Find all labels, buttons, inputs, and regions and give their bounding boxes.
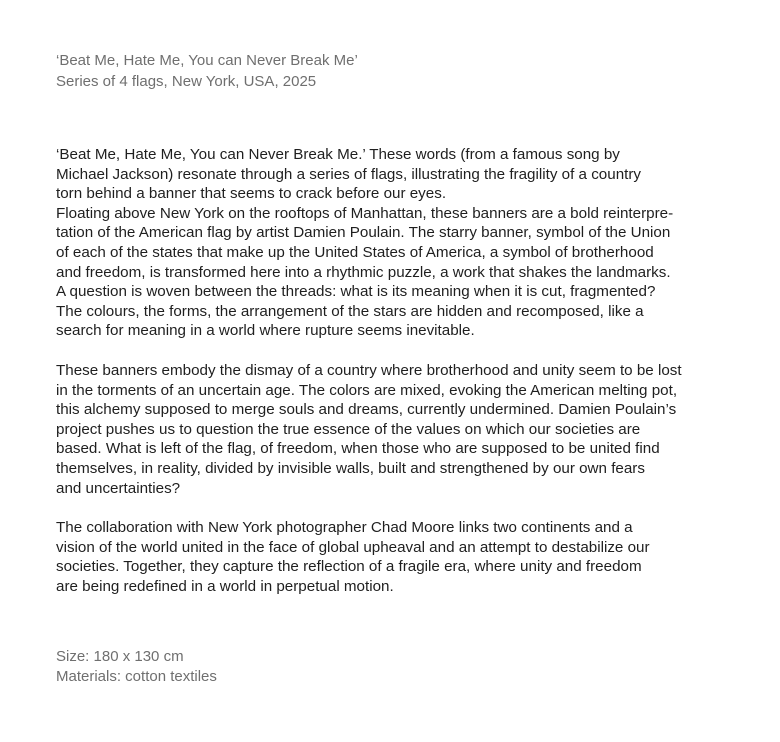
text-line: project pushes us to question the true essence of the values on which our societies are	[56, 420, 641, 438]
artwork-description	[56, 145, 756, 596]
artwork-description-page	[56, 50, 756, 687]
size-spec: Size: 180 x 130 cm	[56, 648, 184, 666]
text-line: These banners embody the dismay of a country where brotherhood and unity seem to be lost	[56, 361, 682, 379]
text-line: The colours, the forms, the arrangement of the stars are hidden and recomposed, like a	[56, 302, 644, 320]
text-line: ‘Beat Me, Hate Me, You can Never Break Me.’ These words (from a famous song by	[56, 146, 620, 163]
artwork-specs	[56, 647, 756, 687]
text-line: torn behind a banner that seems to crack before our eyes.	[56, 185, 447, 203]
artwork-header	[56, 50, 756, 92]
text-line: societies. Together, they capture the reflection of a fragile era, where unity and freedom	[56, 558, 642, 576]
artwork-title: ‘Beat Me, Hate Me, You can Never Break Me’	[56, 52, 358, 69]
text-line: this alchemy supposed to merge souls and dreams, currently undermined. Damien Poulain’s	[56, 401, 677, 419]
text-line: A question is woven between the threads: what is its meaning when it is cut, fragmented?	[56, 283, 656, 301]
paragraph-3	[56, 518, 756, 596]
materials-spec: Materials: cotton textiles	[56, 668, 217, 686]
text-line: The collaboration with New York photographer Chad Moore links two continents and a	[56, 519, 633, 537]
text-line: and freedom, is transformed here into a rhythmic puzzle, a work that shakes the landmarks.	[56, 263, 671, 281]
artwork-subtitle: Series of 4 flags, New York, USA, 2025	[56, 73, 317, 90]
paragraph-2	[56, 361, 756, 498]
text-line: tation of the American flag by artist Damien Poulain. The starry banner, symbol of the Union	[56, 224, 671, 242]
text-line: Michael Jackson) resonate through a series of flags, illustrating the fragility of a country	[56, 165, 642, 183]
text-line: vision of the world united in the face of global upheaval and an attempt to destabilize our	[56, 538, 650, 556]
text-line: of each of the states that make up the United States of America, a symbol of brotherhood	[56, 243, 654, 261]
text-line: in the torments of an uncertain age. The colors are mixed, evoking the American melting pot,	[56, 381, 678, 399]
text-line: search for meaning in a world where rupture seems inevitable.	[56, 322, 475, 340]
text-line: Floating above New York on the rooftops of Manhattan, these banners are a bold reinterpre-	[56, 204, 674, 222]
text-line: and uncertainties?	[56, 479, 181, 497]
paragraph-1	[56, 145, 756, 341]
text-line: are being redefined in a world in perpetual motion.	[56, 577, 394, 595]
text-line: based. What is left of the flag, of freedom, when those who are supposed to be united find	[56, 440, 660, 458]
text-line: themselves, in reality, divided by invisible walls, built and strengthened by our own fears	[56, 459, 645, 477]
